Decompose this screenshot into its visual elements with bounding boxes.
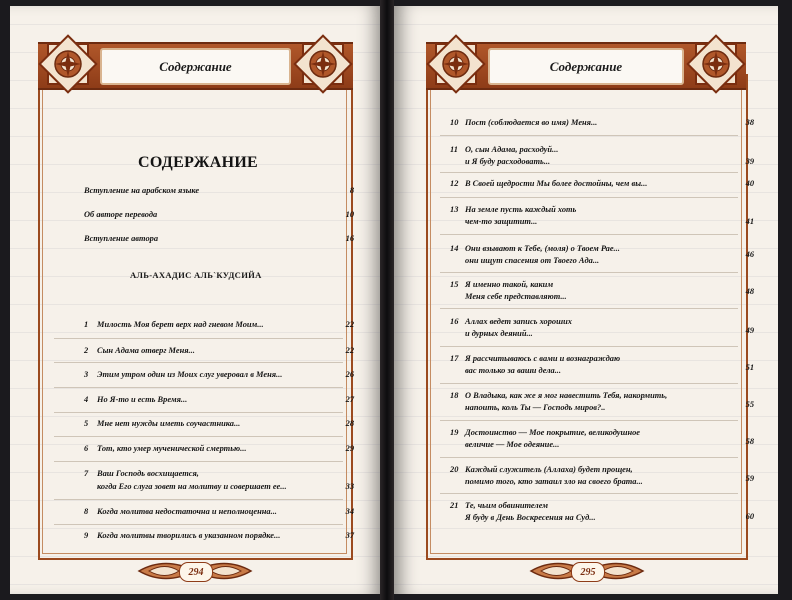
divider	[440, 457, 738, 458]
divider	[440, 346, 738, 347]
entry-title: Этим утром один из Моих слуг уверовал в Меня...	[97, 370, 283, 379]
entry-number: 2	[84, 346, 89, 355]
divider	[54, 436, 343, 437]
entry-page: 27	[345, 395, 354, 404]
entry-title: На земле пусть каждый хоть	[465, 205, 577, 214]
divider	[440, 135, 738, 136]
entry-title: Достоинство — Мое покрытие, великодушное	[465, 428, 641, 437]
entry-title: напоить, коль Ты — Господь миров?..	[465, 403, 606, 412]
divider	[440, 493, 738, 494]
entry-page: 39	[745, 157, 754, 166]
entry-title: Когда молитва недостаточна и неполноценна...	[97, 507, 277, 516]
entry-title: вас только за ваши дела...	[465, 366, 561, 375]
entry-title: чем-то защитит...	[465, 217, 538, 226]
divider	[440, 197, 738, 198]
star-ornament-icon	[38, 34, 98, 94]
entry-title: О Владыка, как же я мог навестить Тебя, накормить,	[465, 391, 668, 400]
entry-title: и дурных деяний...	[465, 329, 533, 338]
entry-number: 3	[84, 370, 89, 379]
entry-title: величие — Мое одеяние...	[465, 440, 560, 449]
entry-title: Я рассчитываюсь с вами и вознаграждаю	[465, 354, 621, 363]
entry-title: Мне нет нужды иметь соучастника...	[97, 419, 241, 428]
right-page	[394, 6, 778, 594]
entry-number: 6	[84, 444, 89, 453]
star-ornament-icon	[686, 34, 746, 94]
page-number-medallion	[135, 554, 255, 588]
entry-number: 9	[84, 531, 89, 540]
divider	[54, 461, 343, 462]
page-heading: СОДЕРЖАНИЕ	[138, 154, 259, 171]
intro-title: Об авторе перевода	[84, 210, 158, 219]
entry-title: Пост (соблюдается во имя) Меня...	[465, 118, 598, 127]
page-number: 294	[179, 562, 213, 582]
entry-title: Тот, кто умер мученической смертью...	[97, 444, 247, 453]
intro-title: Вступление на арабском языке	[84, 186, 200, 195]
header-title: Содержание	[100, 48, 291, 85]
entry-page: 28	[345, 419, 354, 428]
divider	[54, 499, 343, 500]
entry-page: 37	[345, 531, 354, 540]
entry-title: Те, чьим обвинителем	[465, 501, 548, 510]
entry-title: Сын Адама отверг Меня...	[97, 346, 195, 355]
header-ornament	[426, 34, 746, 96]
entry-number: 21	[450, 501, 459, 510]
entry-page: 29	[345, 444, 354, 453]
entry-title: Ваш Господь восхищается,	[97, 469, 199, 478]
entry-page: 33	[345, 482, 354, 491]
entry-number: 20	[450, 465, 459, 474]
entry-number: 17	[450, 354, 459, 363]
entry-title: Меня себе представляют...	[465, 292, 567, 301]
entry-page: 46	[745, 250, 754, 259]
entry-page: 55	[745, 400, 754, 409]
entry-page: 34	[345, 507, 354, 516]
entry-number: 15	[450, 280, 459, 289]
entry-title: Они взывают к Тебе, (моля) о Твоем Рае...	[465, 244, 620, 253]
entry-page: 41	[745, 217, 754, 226]
entry-number: 11	[450, 145, 458, 154]
star-ornament-icon	[293, 34, 353, 94]
left-page	[10, 6, 380, 594]
page-number: 295	[571, 562, 605, 582]
entry-title: Я буду в День Воскресения на Суд...	[465, 513, 596, 522]
divider	[440, 272, 738, 273]
entry-page: 38	[745, 118, 754, 127]
intro-title: Вступление автора	[84, 234, 159, 243]
entry-title: Я именно такой, каким	[465, 280, 554, 289]
divider	[440, 308, 738, 309]
entry-page: 59	[745, 474, 754, 483]
entry-number: 12	[450, 179, 459, 188]
entry-title: Когда молитвы творились в указанном порядке...	[97, 531, 281, 540]
entry-number: 4	[84, 395, 89, 404]
entry-title: В Своей щедрости Мы более достойны, чем вы...	[465, 179, 648, 188]
entry-page: 51	[745, 363, 754, 372]
entry-title: Но Я-то и есть Время...	[97, 395, 188, 404]
header-ornament	[38, 34, 353, 96]
divider	[54, 387, 343, 388]
section-title: АЛЬ-АХАДИС АЛЬ`КУДСИЙА	[130, 270, 262, 280]
entry-number: 5	[84, 419, 89, 428]
divider	[54, 362, 343, 363]
entry-title: Милость Моя берет верх над гневом Моим...	[97, 320, 264, 329]
entry-page: 58	[745, 437, 754, 446]
divider	[54, 338, 343, 339]
intro-page: 10	[345, 210, 354, 219]
entry-title: О, сын Адама, расходуй...	[465, 145, 559, 154]
entry-number: 10	[450, 118, 459, 127]
entry-number: 7	[84, 469, 89, 478]
entry-title: Каждый служитель (Аллаха) будет прощен,	[465, 465, 633, 474]
divider	[440, 383, 738, 384]
divider	[54, 524, 343, 525]
entry-page: 40	[745, 179, 754, 188]
entry-title: когда Его слуга зовет на молитву и совершает ее...	[97, 482, 287, 491]
intro-page: 8	[349, 186, 354, 195]
divider	[440, 172, 738, 173]
divider	[440, 234, 738, 235]
star-ornament-icon	[426, 34, 486, 94]
entry-title: помимо того, кто затаил зло на своего брата...	[465, 477, 643, 486]
entry-number: 14	[450, 244, 459, 253]
entry-number: 18	[450, 391, 459, 400]
entry-title: они ищут спасения от Твоего Ада...	[465, 256, 600, 265]
divider	[54, 412, 343, 413]
entry-number: 8	[84, 507, 89, 516]
entry-number: 16	[450, 317, 459, 326]
entry-number: 13	[450, 205, 459, 214]
entry-number: 19	[450, 428, 459, 437]
entry-title: Аллах ведет запись хороших	[465, 317, 572, 326]
entry-title: и Я буду расходовать...	[465, 157, 551, 166]
entry-page: 26	[345, 370, 354, 379]
entry-page: 49	[745, 326, 754, 335]
entry-page: 60	[745, 512, 754, 521]
entry-page: 48	[745, 287, 754, 296]
page-number-medallion	[527, 554, 647, 588]
entry-number: 1	[84, 320, 89, 329]
entry-page: 22	[345, 346, 354, 355]
entry-page: 22	[345, 320, 354, 329]
intro-page: 16	[345, 234, 354, 243]
book-spine	[380, 0, 394, 600]
header-title: Содержание	[488, 48, 684, 85]
divider	[440, 420, 738, 421]
